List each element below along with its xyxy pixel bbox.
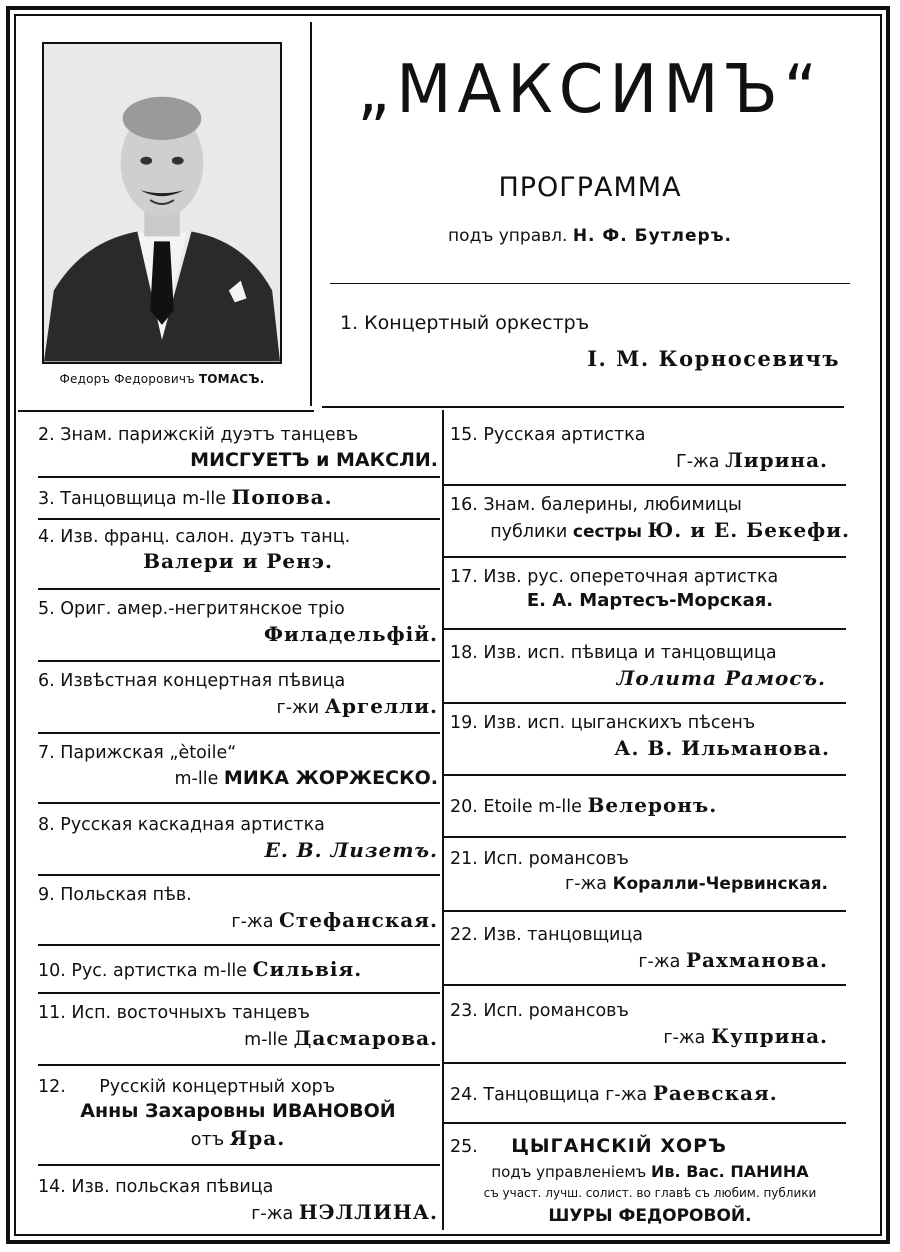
program-item-25 (450, 1132, 850, 1229)
row-divider (38, 1164, 440, 1166)
item-performer: Раевская. (652, 1081, 778, 1105)
program-item-2 (38, 424, 438, 475)
row-divider (444, 1122, 846, 1124)
program-item-24 (450, 1078, 850, 1110)
item-prefix: г-жа (231, 912, 274, 932)
item-text: 3. Танцовщица m-lle (38, 489, 226, 509)
program-item-3 (38, 484, 438, 512)
row-divider (444, 910, 846, 912)
item-text: 10. Рус. артистка m-lle (38, 961, 247, 981)
program-item-20 (450, 790, 850, 822)
item-text: 11. Исп. восточныхъ танцевъ (38, 1003, 310, 1023)
item-prefix: г-жа (663, 1028, 706, 1048)
row-divider (444, 628, 846, 630)
item-1-name: I. М. Корносевичъ (587, 346, 840, 371)
item-performer: Е. А. Мартесъ-Морская. (526, 590, 774, 611)
row-divider (38, 992, 440, 994)
program-item-9 (38, 884, 438, 936)
item-performer: Велеронъ. (587, 793, 718, 817)
portrait-photo (42, 42, 282, 364)
item-text: 21. Исп. романсовъ (450, 849, 629, 869)
column-divider (442, 410, 444, 1230)
row-divider (444, 1062, 846, 1064)
program-item-8 (38, 814, 438, 866)
row-divider (38, 874, 440, 876)
item-text: 4. Изв. франц. салон. дуэтъ танц. (38, 527, 351, 547)
item-1-text: 1. Концертный оркестръ (340, 312, 590, 334)
header-rule (330, 283, 850, 284)
item-performer: МИКА ЖОРЖЕСКО. (223, 767, 438, 789)
item-text: 9. Польская пѣв. (38, 885, 192, 905)
program-item-10 (38, 954, 442, 986)
item-soloist: ШУРЫ ФЕДОРОВОЙ. (548, 1206, 752, 1226)
management-prefix: подъ управл. (448, 226, 568, 246)
item-prefix: Г-жа (676, 452, 720, 472)
item-performer: Лолита Рамосъ. (616, 666, 826, 690)
item-text: 20. Etoile m-lle (450, 797, 582, 817)
item-text: 19. Изв. исп. цыганскихъ пѣсенъ (450, 713, 756, 733)
item-performer: МИСГУЕТЪ и МАКСЛИ. (190, 449, 438, 471)
item-prefix: г-жа (638, 952, 681, 972)
item-text: 14. Изв. польская пѣвица (38, 1177, 274, 1197)
item-prefix: m-lle (174, 769, 219, 789)
item-performer: Коралли-Червинская. (612, 874, 828, 894)
item-performer: Е. В. Лизетъ. (264, 838, 438, 862)
program-item-4 (38, 526, 438, 576)
item-text: 2. Знам. парижскій дуэтъ танцевъ (38, 425, 359, 445)
row-divider (38, 944, 440, 946)
item-performer: Рахманова. (685, 948, 828, 972)
item-prefix: подъ управленіемъ (491, 1163, 647, 1181)
item-text: 6. Извѣстная концертная пѣвица (38, 671, 346, 691)
program-heading: ПРОГРАММА (498, 172, 682, 203)
header-divider-vertical (310, 22, 312, 406)
page-title: „МАКСИМЪ“ (357, 51, 823, 129)
item-text: 17. Изв. рус. опереточная артистка (450, 567, 779, 587)
item-performer: Лирина. (725, 448, 828, 472)
item-prefix: г-жи (276, 698, 320, 718)
program-item-22 (450, 924, 850, 976)
management-line (330, 226, 850, 246)
item-note: съ участ. лучш. солист. во главѣ съ любим. публики (483, 1186, 817, 1200)
item-venue: Яра. (229, 1126, 286, 1150)
program-item-6 (38, 670, 438, 722)
program-item-15 (450, 424, 850, 476)
item-text: 23. Исп. романсовъ (450, 1001, 629, 1021)
portrait-caption (42, 372, 282, 386)
item-director: Ив. Вас. ПАНИНА (651, 1162, 809, 1181)
item-performer: Дасмарова. (293, 1026, 438, 1050)
item-performer: Стефанская. (279, 908, 438, 932)
row-divider (444, 984, 846, 986)
item-performer: Сильвія. (252, 957, 363, 981)
row-divider (38, 476, 440, 478)
program-item-21 (450, 848, 850, 898)
portrait-illustration (44, 44, 280, 362)
program-item-17 (450, 566, 850, 614)
row-divider (38, 802, 440, 804)
item-performer: Аргелли. (324, 694, 438, 718)
program-item-7 (38, 742, 438, 793)
item-text: 22. Изв. танцовщица (450, 925, 644, 945)
header-bottom-rule (322, 406, 844, 408)
item-performer: Анны Захаровны ИВАНОВОЙ (80, 1100, 396, 1122)
row-divider (38, 518, 440, 520)
item-performer: Филадельфій. (263, 622, 438, 646)
item-performer: Попова. (231, 485, 333, 509)
row-divider (444, 836, 846, 838)
program-item-18 (450, 642, 850, 694)
program-item-12 (38, 1076, 438, 1153)
item-text: 15. Русская артистка (450, 425, 646, 445)
row-divider (38, 660, 440, 662)
row-divider (38, 732, 440, 734)
item-text: 25. (450, 1137, 478, 1157)
program-item-14 (38, 1176, 438, 1228)
item-prefix: публики (490, 522, 568, 542)
item-text: 7. Парижская „ètoile“ (38, 743, 237, 763)
program-item-11 (38, 1002, 438, 1054)
item-text: 18. Изв. исп. пѣвица и танцовщица (450, 643, 777, 663)
caption-first-name: Федоръ Федоровичъ (59, 372, 195, 386)
item-prefix: г-жа (565, 874, 608, 894)
caption-last-name: ТОМАСЪ. (198, 372, 265, 386)
row-divider (38, 588, 440, 590)
item-performer: Ю. и Е. Бекефи. (647, 518, 850, 542)
item-prefix: отъ (190, 1130, 225, 1150)
program-item-19 (450, 712, 850, 764)
item-performer: А. В. Ильманова. (614, 736, 830, 760)
row-divider (38, 1064, 440, 1066)
item-text: 5. Ориг. амер.-негритянское тріо (38, 599, 345, 619)
item-performer: ЦЫГАНСКІЙ ХОРЪ (511, 1135, 727, 1157)
item-text: 24. Танцовщица г-жа (450, 1085, 648, 1105)
row-divider (444, 702, 846, 704)
management-name: Н. Ф. Бутлеръ. (572, 226, 732, 246)
program-item-5 (38, 598, 438, 650)
program-item-16 (450, 494, 850, 546)
row-divider (444, 484, 846, 486)
item-text: 8. Русская каскадная артистка (38, 815, 325, 835)
item-qualifier: сестры (572, 522, 642, 542)
program-item-23 (450, 1000, 850, 1052)
item-performer: НЭЛЛИНА. (298, 1200, 438, 1224)
left-header-bottom-rule (18, 410, 314, 412)
row-divider (444, 774, 846, 776)
item-prefix: m-lle (244, 1030, 289, 1050)
item-performer: Куприна. (710, 1024, 828, 1048)
item-text: 16. Знам. балерины, любимицы (450, 495, 742, 515)
item-performer: Валери и Ренэ. (143, 549, 333, 573)
item-text: 12. Русскій концертный хоръ (38, 1077, 336, 1097)
row-divider (444, 556, 846, 558)
item-prefix: г-жа (251, 1204, 294, 1224)
